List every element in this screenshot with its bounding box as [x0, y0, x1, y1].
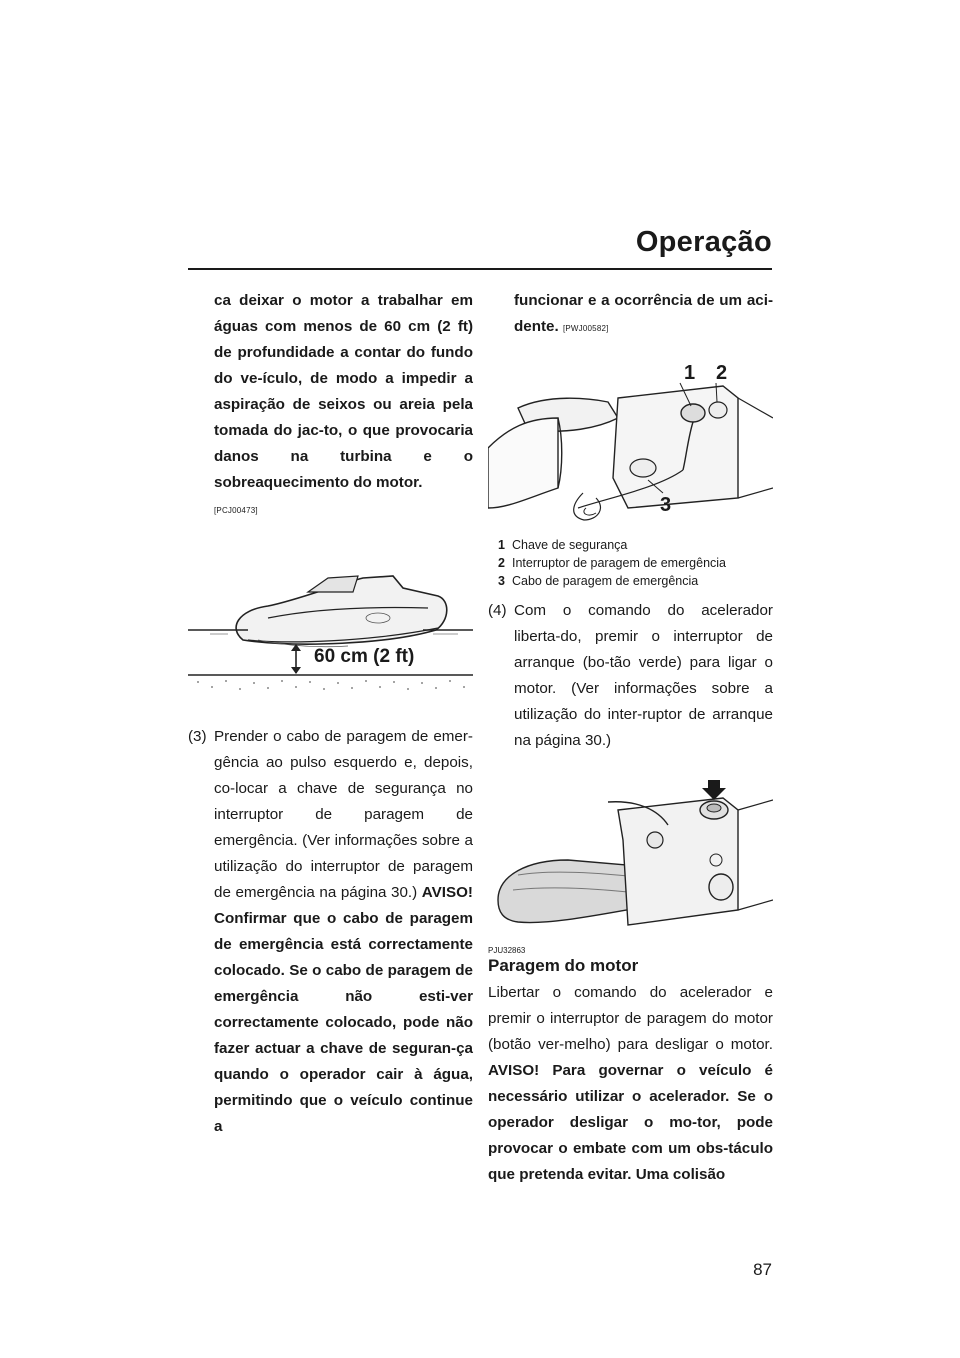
step-3-number: (3): [188, 728, 207, 745]
caution-code: [PCJ00473]: [214, 506, 258, 515]
section-body: [488, 980, 773, 1188]
left-column: [188, 288, 473, 1140]
warning-continuation: [488, 288, 773, 342]
section-notice: AVISO! Para governar o veículo é necessário utilizar o acelerador. Se o operador desligar o mo-tor, pode provocar o embate com um obs-táculo que pretenda evitar. Uma colisão: [488, 1062, 773, 1183]
warning-code: [PWJ00582]: [562, 324, 609, 333]
depth-label: 60 cm (2 ft): [314, 646, 415, 667]
emergency-switch-illustration: [488, 358, 773, 528]
step-4-number: (4): [488, 602, 507, 619]
jetski-depth-figure: [188, 548, 473, 694]
start-switch-figure: [488, 780, 773, 930]
caption-1: 1 Chave de segurança: [498, 538, 628, 552]
callout-3: 3: [660, 494, 672, 516]
start-switch-illustration: [488, 780, 773, 930]
warning-cont-text: funcionar e a ocorrência de um aci-dente.: [514, 292, 773, 335]
caution-block: [188, 288, 473, 496]
step-4: [488, 598, 773, 754]
callout-1: 1: [684, 362, 696, 384]
caution-text: ca deixar o motor a trabalhar em águas com menos de 60 cm (2 ft) de profundidade a contar do fundo do ve-ículo, de modo a impedir a aspiração de seixos ou areia pela tomada do jac-to, o que provocaria danos na turbina e o sobreaquecimento do motor.: [214, 292, 473, 491]
section-title: Paragem do motor: [488, 956, 639, 975]
caption-2: 2 Interruptor de paragem de emergência: [498, 556, 727, 570]
page-number: 87: [753, 1260, 772, 1279]
emergency-switch-figure: [488, 358, 773, 528]
right-column: [488, 288, 773, 1188]
page-title: Operação: [635, 226, 772, 258]
step-3: [188, 724, 473, 1140]
step-3-body: [214, 724, 473, 1140]
figure-captions: [488, 536, 773, 590]
step-4-text: Com o comando do acelerador liberta-do, premir o interruptor de arranque (bo-tão verde) para ligar o motor. (Ver informações sobre a utilização do inter-ruptor de arranque na página 30.): [514, 602, 773, 749]
step-3-notice: AVISO! Confirmar que o cabo de paragem de emergência está correctamente colocado. Se o cabo de paragem de emergência não esti-ver correctamente colocado, pode não fazer actuar a chave de seguran-ça quando o operador cair à água, permitindo que o veículo continue a: [214, 884, 473, 1135]
jetski-illustration: [188, 548, 473, 694]
section-code: PJU32863: [488, 946, 526, 955]
caption-3: 3 Cabo de paragem de emergência: [498, 574, 699, 588]
section-text: Libertar o comando do acelerador e premir o interruptor de paragem do motor (botão ver-melho) para desligar o motor.: [488, 984, 773, 1053]
callout-2: 2: [716, 362, 728, 384]
header-rule: [188, 268, 772, 270]
step-3-text: Prender o cabo de paragem de emer-gência ao pulso esquerdo e, depois, co-locar a chave de segurança no interruptor de paragem de emergência. (Ver informações sobre a utilização do interruptor de paragem de emergência na página 30.): [214, 728, 473, 901]
